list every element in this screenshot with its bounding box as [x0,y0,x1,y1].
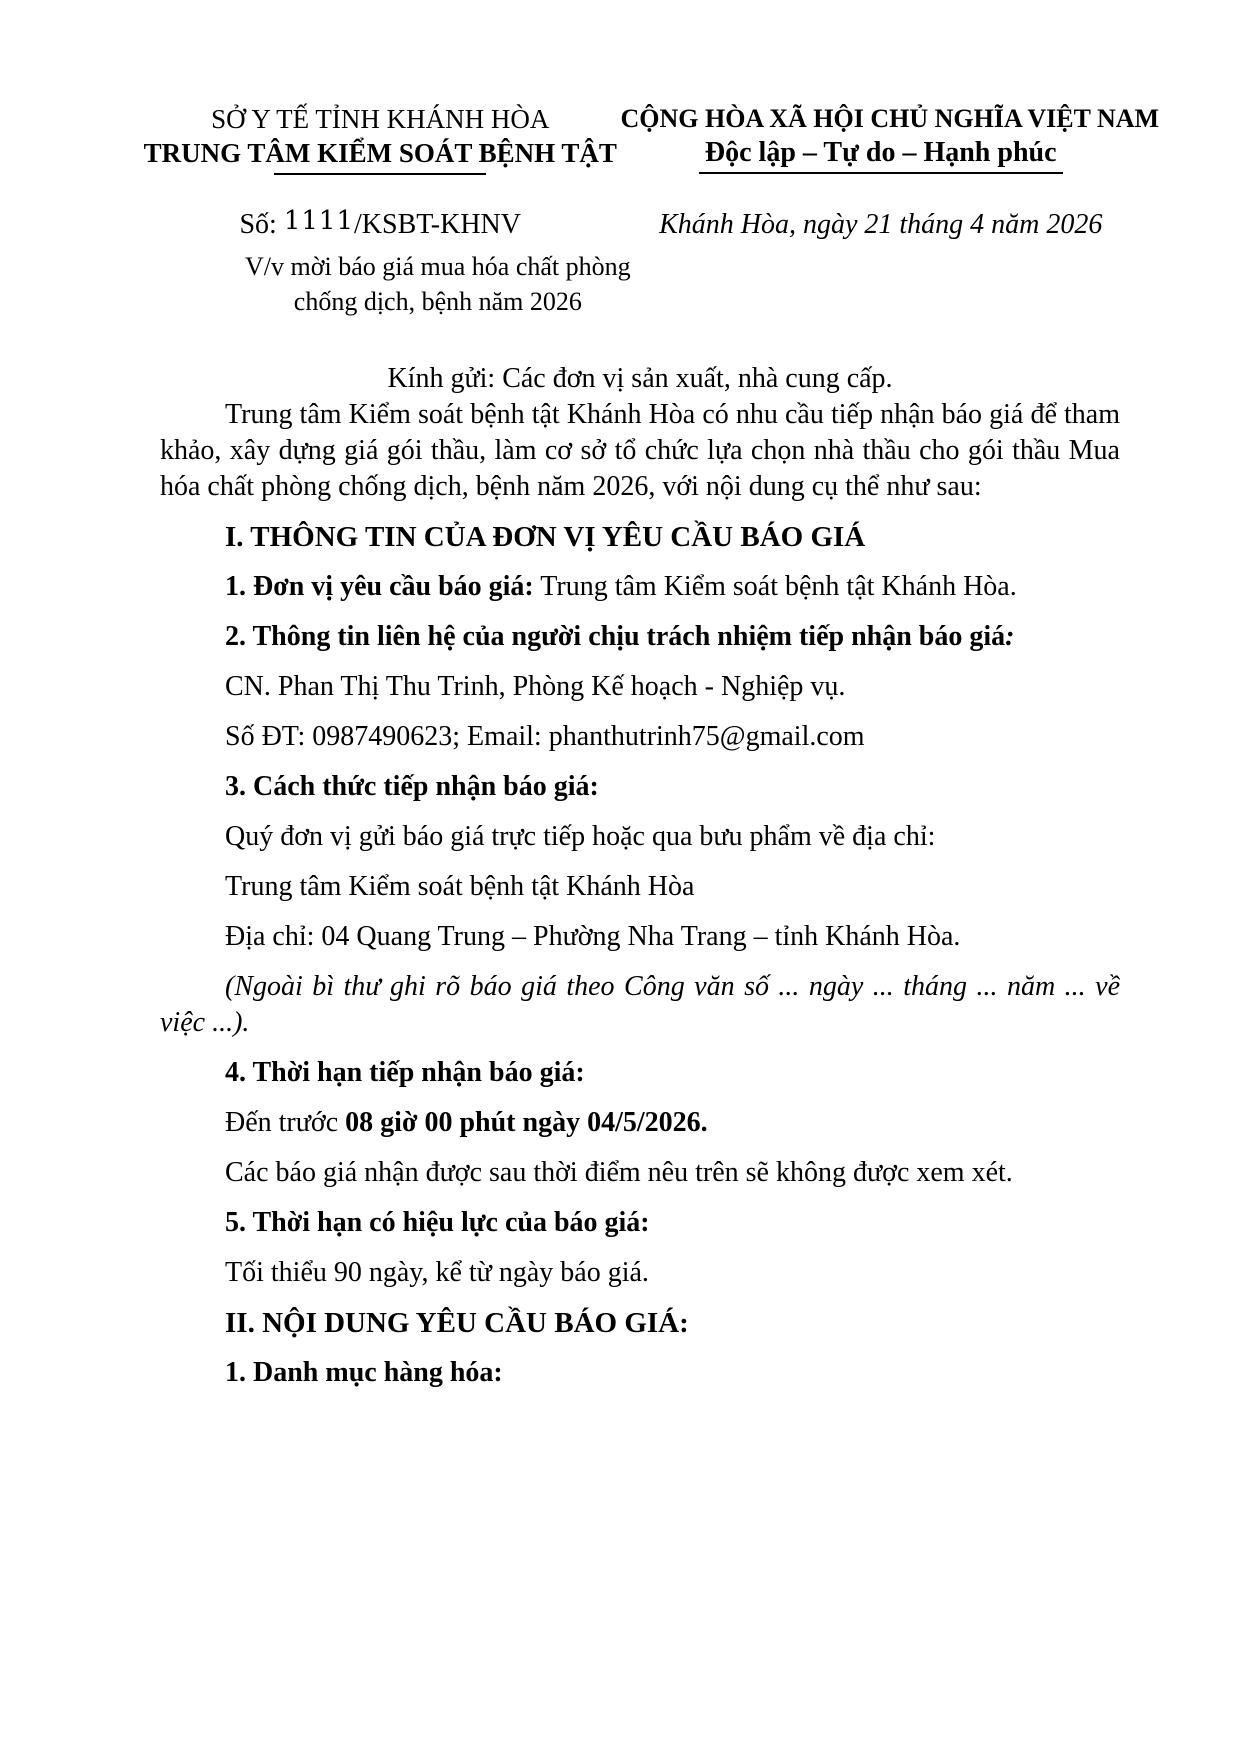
document-header [140,102,1160,175]
item3-line1: Quý đơn vị gửi báo giá trực tiếp hoặc qua bưu phẩm về địa chỉ: [225,821,936,852]
document-number-code: /KSBT-KHNV [354,209,521,240]
intro-paragraph: Trung tâm Kiểm soát bệnh tật Khánh Hòa có nhu cầu tiếp nhận báo giá để tham khảo, xây dựng giá gói thầu, làm cơ sở tổ chức lựa chọn nhà thầu cho gói thầu Mua hóa chất phòng chống dịch, bệnh năm 2026, với nội dung cụ thể như sau: [160,399,1120,502]
deadline-note: Các báo giá nhận được sau thời điểm nêu trên sẽ không được xem xét. [225,1157,1013,1188]
org-underline-rule [274,173,486,175]
subject-block [140,249,736,319]
item2-colon: : [1005,621,1015,652]
document-number [140,206,620,241]
item4-label: 4. Thời hạn tiếp nhận báo giá: [225,1057,585,1088]
salutation: Kính gửi: Các đơn vị sản xuất, nhà cung cấp. [387,363,893,394]
item1-text: Trung tâm Kiểm soát bệnh tật Khánh Hòa. [533,571,1017,602]
national-motto: Độc lập – Tự do – Hạnh phúc [699,136,1063,174]
org-name: TRUNG TÂM KIỂM SOÁT BỆNH TẬT [143,138,617,168]
deadline-time: 08 giờ 00 phút ngày 04/5/2026. [345,1107,708,1138]
section2-heading: II. NỘI DUNG YÊU CẦU BÁO GIÁ: [225,1307,689,1339]
parent-org-name: SỞ Y TẾ TỈNH KHÁNH HÒA [211,104,550,134]
subject-line1: V/v mời báo giá mua hóa chất phòng [245,252,631,281]
document-body [160,361,1120,1391]
item5-label: 5. Thời hạn có hiệu lực của báo giá: [225,1207,650,1238]
item3-label: 3. Cách thức tiếp nhận báo giá: [225,771,599,802]
validity-text: Tối thiểu 90 ngày, kể từ ngày báo giá. [225,1257,649,1288]
item3-line2: Trung tâm Kiểm soát bệnh tật Khánh Hòa [225,871,695,902]
section1-heading: I. THÔNG TIN CỦA ĐƠN VỊ YÊU CẦU BÁO GIÁ [225,521,866,553]
deadline-line [160,1105,1120,1141]
contact-phone-email: Số ĐT: 0987490623; Email: phanthutrinh75@gmail.com [225,721,865,752]
item-requesting-unit [160,569,1120,605]
item1-label: 1. Đơn vị yêu cầu báo giá: [225,571,534,602]
item2-label: 2. Thông tin liên hệ của người chịu trách nhiệm tiếp nhận báo giá [225,621,1006,652]
document-number-label: Số: [239,209,284,240]
number-date-row [140,206,1141,241]
item3-line3: Địa chỉ: 04 Quang Trung – Phường Nha Trang – tỉnh Khánh Hòa. [225,921,961,952]
section2-item1: 1. Danh mục hàng hóa: [225,1357,503,1388]
item-contact-heading [160,619,1120,655]
national-title: CỘNG HÒA XÃ HỘI CHỦ NGHĨA VIỆT NAM [620,104,1160,133]
contact-name: CN. Phan Thị Thu Trinh, Phòng Kế hoạch - Nghiệp vụ. [225,671,846,702]
national-motto-block [620,102,1160,175]
deadline-prefix: Đến trước [225,1107,346,1138]
document-number-value: 1111 [283,206,354,236]
issuing-org-block [140,102,620,175]
subject-line2: chống dịch, bệnh năm 2026 [293,287,582,316]
place-and-date: Khánh Hòa, ngày 21 tháng 4 năm 2026 [659,209,1103,240]
envelope-note: (Ngoài bì thư ghi rõ báo giá theo Công văn số ... ngày ... tháng ... năm ... về việc ...). [160,971,1120,1038]
